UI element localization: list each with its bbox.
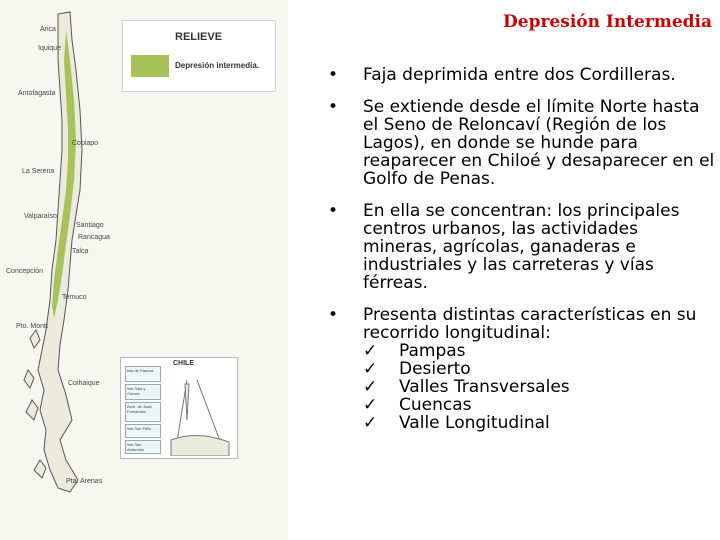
bullet-marker: • [328,65,339,85]
city-label-valparaiso: Valparaíso [24,213,57,220]
feature-label: Desierto [399,359,471,379]
city-label-talca: Talca [72,248,89,255]
feature-label: Cuencas [399,395,472,415]
legend-swatch [131,55,169,77]
feature-item-cuencas [363,396,716,414]
legend-label: Depresión intermedia. [175,61,260,70]
inset-box-sala-y-gomez: Isla Sala y Gómez [125,384,161,400]
check-icon: ✓ [363,341,378,361]
main-content [306,66,716,446]
feature-label: Valles Transversales [399,377,570,397]
bullet-text: Faja deprimida entre dos Cordilleras. [363,65,676,85]
inset-box-san-ambrosio: Isla San Ambrosio [125,440,161,454]
city-label-coihaique: Coihaique [68,380,100,387]
city-label-rancagua: Rancagua [78,234,110,241]
city-label-pto-montt: Pto. Montt [16,323,48,330]
check-icon: ✓ [363,395,378,415]
map-legend [122,20,276,92]
chile-inset-map [120,357,238,459]
inset-box-isla-de-pascua: Isla de Pascua [125,366,161,382]
bullet-item [306,202,716,292]
feature-item-valle-longitudinal [363,414,716,432]
antarctic-sector-graphic [167,380,233,456]
bullet-text: Presenta distintas características en su recorrido longitudinal: [363,305,697,343]
legend-title: RELIEVE [175,31,223,43]
inset-box-san-felix: Isla San Félix [125,424,161,438]
feature-label: Pampas [399,341,466,361]
city-label-concepcion: Concepción [6,268,43,275]
relief-map [0,0,288,540]
bullet-marker: • [328,305,339,325]
check-icon: ✓ [363,377,378,397]
bullet-marker: • [328,201,339,221]
city-label-antofagasta: Antofagasta [18,90,56,97]
city-label-temuco: Temuco [62,294,87,301]
city-label-santiago: Santiago [76,222,104,229]
feature-label: Valle Longitudinal [399,413,550,433]
check-icon: ✓ [363,359,378,379]
feature-item-valles-transversales [363,378,716,396]
bullet-marker: • [328,97,339,117]
features-checklist [363,342,716,432]
city-label-iquique: Iquique [38,45,61,52]
feature-item-pampas [363,342,716,360]
feature-item-desierto [363,360,716,378]
bullet-item [306,66,716,84]
city-label-copiapo: Copiapo [72,140,99,147]
inset-title: CHILE [173,360,194,367]
city-label-pta-arenas: Pta. Arenas [66,478,103,485]
check-icon: ✓ [363,413,378,433]
inset-box-juan-fernandez: Arch. de Juan Fernández [125,402,161,422]
city-label-la-serena: La Serena [22,168,55,175]
bullet-item [306,306,716,432]
city-label-arica: Arica [40,26,56,33]
bullet-item [306,98,716,188]
bullet-text: Se extiende desde el límite Norte hasta el Seno de Reloncaví (Región de los Lagos), en donde se hunde para reaparecer en Chiloé y desaparecer en el Golfo de Penas. [363,97,715,189]
page-title: Depresión Intermedia [503,12,712,32]
bullet-text: En ella se concentran: los principales centros urbanos, las actividades mineras, agrícolas, ganaderas e industriales y las carreteras y vías férreas. [363,201,680,293]
